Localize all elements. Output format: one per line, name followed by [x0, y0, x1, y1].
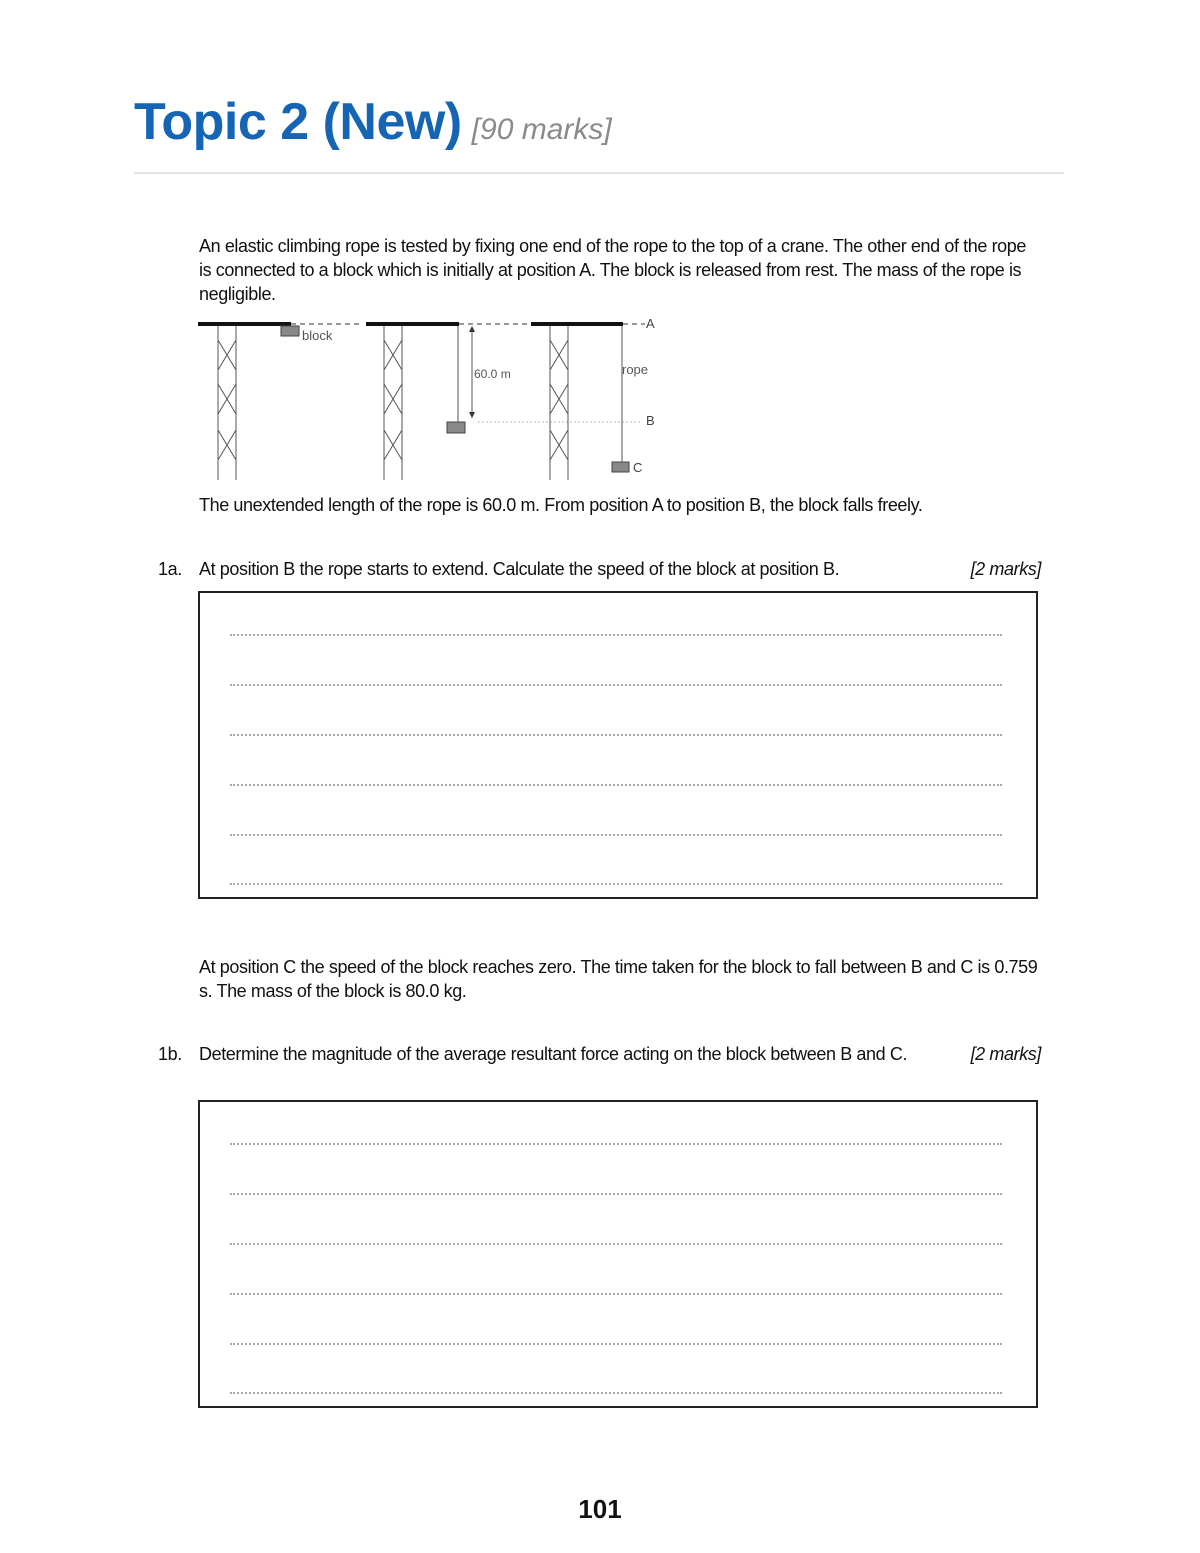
- label-position-b: B: [646, 413, 655, 428]
- label-block: block: [302, 328, 333, 343]
- statement-2: At position C the speed of the block reaches zero. The time taken for the block to fall between B and C is 0.759 s. The mass of the block is 80.0 kg.: [199, 957, 1038, 1001]
- page-title: Topic 2 (New): [134, 93, 462, 151]
- page-number: 101: [578, 1494, 622, 1524]
- intro-paragraph: An elastic climbing rope is tested by fixing one end of the rope to the top of a crane. The other end of the rope is connected to a block which is initially at position A. The block is released from rest. The mass of the rope is negligible.: [199, 236, 1027, 304]
- label-position-a: A: [646, 316, 655, 331]
- question-1b: [158, 1042, 1041, 1090]
- question-text: At position B the rope starts to extend. Calculate the speed of the block at position B.: [199, 559, 840, 579]
- question-number: 1b.: [158, 1044, 182, 1064]
- statement-1: The unextended length of the rope is 60.0 m. From position A to position B, the block falls freely.: [199, 495, 923, 515]
- answer-line: [230, 1243, 1002, 1245]
- header-divider: [134, 172, 1064, 174]
- answer-line: [230, 784, 1002, 786]
- answer-line: [230, 1143, 1002, 1145]
- answer-line: [230, 684, 1002, 686]
- page-header: [134, 92, 1064, 152]
- crane-2: [366, 322, 641, 480]
- block-shape-c: [612, 462, 629, 472]
- label-position-c: C: [633, 460, 643, 475]
- question-1a: [158, 557, 1041, 581]
- crane-3: [531, 322, 645, 480]
- question-text: Determine the magnitude of the average resultant force acting on the block between B and C.: [199, 1044, 908, 1064]
- answer-line: [230, 883, 1002, 885]
- block-shape-a: [281, 326, 299, 336]
- crane-1: [198, 322, 361, 480]
- block-shape-b: [447, 422, 465, 433]
- answer-line: [230, 834, 1002, 836]
- answer-line: [230, 634, 1002, 636]
- label-distance: 60.0 m: [474, 367, 511, 381]
- question-number: 1a.: [158, 559, 182, 579]
- answer-box-1b[interactable]: [198, 1100, 1038, 1408]
- answer-line: [230, 1392, 1002, 1394]
- question-marks: [2 marks]: [970, 559, 1041, 579]
- crane-rope-diagram: [196, 312, 666, 484]
- answer-box-1a[interactable]: [198, 591, 1038, 899]
- question-marks: [2 marks]: [970, 1044, 1041, 1064]
- total-marks: [90 marks]: [471, 113, 612, 146]
- label-rope: rope: [622, 362, 649, 377]
- answer-line: [230, 734, 1002, 736]
- answer-line: [230, 1293, 1002, 1295]
- answer-line: [230, 1343, 1002, 1345]
- answer-line: [230, 1193, 1002, 1195]
